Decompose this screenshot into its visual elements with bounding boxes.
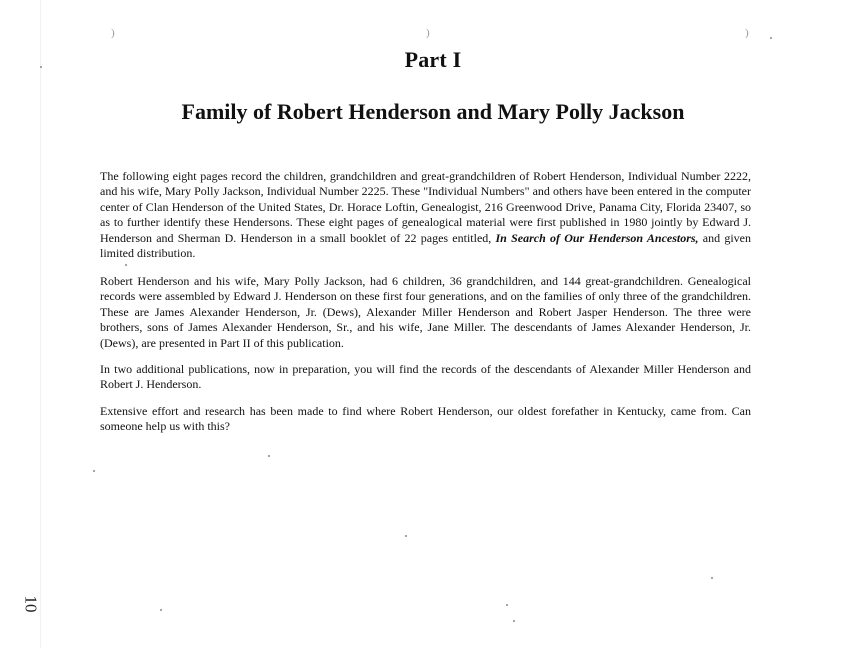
- scan-speck: [513, 620, 515, 622]
- paragraph-1-text: The following eight pages record the children, grandchildren and great-grandchildren of Robert Henderson, Individual Number 2222, and his wife, Mary Polly Jackson, Individual Number 2225. These "Individual Numbers" and others have been entered in the computer center of Clan Henderson of the United States, Dr. Horace Loftin, Genealogist, 216 Greenwood Drive, Panama City, Florida 23407, so as to further identify these Hendersons. These eight pages of genealogical material were first published in 1980 jointly by Edward J. Henderson and Sherman D. Henderson in a small booklet of 22 pages entitled,: [100, 169, 751, 245]
- paragraph-1: [100, 169, 751, 261]
- scan-artifact-mark: ): [426, 27, 430, 39]
- paragraph-2-text: Robert Henderson and his wife, Mary Polly Jackson, had 6 children, 36 grandchildren, and 144 great-grandchildren. Genealogical records were assembled by Edward J. Henderson on these first four generations, and on the families of only three of the grandchildren. These are James Alexander Henderson, Jr. (Dews), Alexander Miller Henderson and Robert Jasper Henderson. The three were brothers, sons of James Alexander Henderson, Sr., and his wife, Jane Miller. The descendants of James Alexander Henderson, Jr. (Dews), are presented in Part II of this publication.: [100, 274, 751, 350]
- scan-artifact-mark: ): [111, 27, 115, 39]
- scan-speck: [125, 264, 127, 266]
- paragraph-4-text: Extensive effort and research has been made to find where Robert Henderson, our oldest forefather in Kentucky, came from. Can someone help us with this?: [100, 404, 751, 434]
- family-heading: Family of Robert Henderson and Mary Polly Jackson: [181, 99, 685, 124]
- page-number: 10: [21, 595, 41, 613]
- scan-speck: [506, 604, 508, 606]
- left-margin-shadow: [40, 0, 41, 648]
- scan-speck: [711, 577, 713, 579]
- scan-speck: [770, 37, 772, 39]
- paragraph-3-text: In two additional publications, now in preparation, you will find the records of the descendants of Alexander Miller Henderson and Robert J. Henderson.: [100, 362, 751, 392]
- paragraph-3: [100, 362, 751, 393]
- booklet-title: In Search of Our Henderson Ancestors,: [495, 230, 699, 245]
- scan-speck: [405, 535, 407, 537]
- scan-speck: [268, 455, 270, 457]
- scan-speck: [93, 470, 95, 472]
- paragraph-2: [100, 274, 751, 351]
- paragraph-1-text-end: and given limited distribution.: [100, 230, 751, 261]
- scan-speck: [160, 609, 162, 611]
- part-heading: Part I: [404, 47, 462, 72]
- paragraph-4: [100, 404, 751, 435]
- scan-artifact-mark: ): [745, 27, 749, 39]
